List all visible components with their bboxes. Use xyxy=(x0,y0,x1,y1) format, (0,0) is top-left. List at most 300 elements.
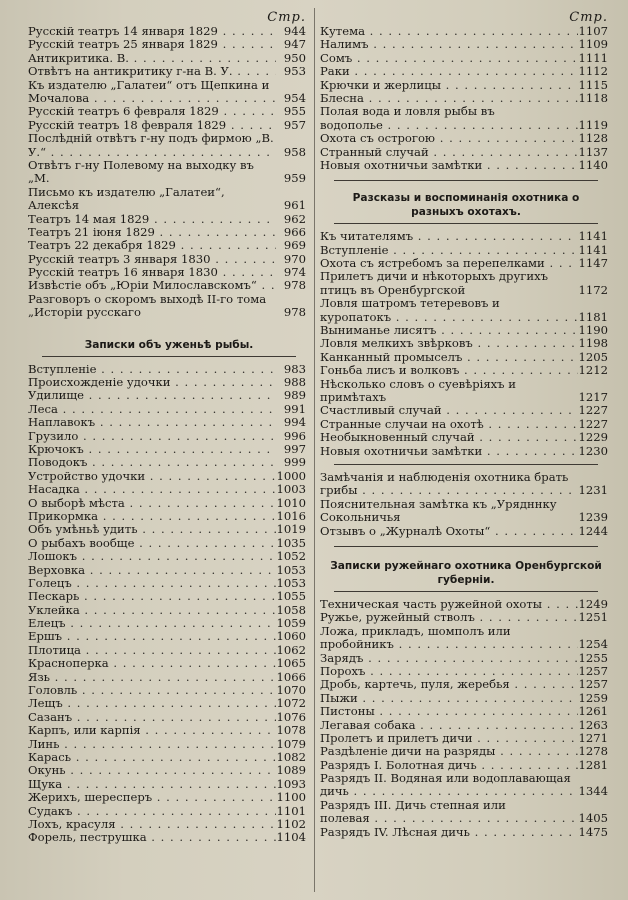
toc-entry-page: 1405 xyxy=(578,811,608,826)
toc-entry-page: 1137 xyxy=(578,145,608,159)
toc-entry-title: Окунь . . . xyxy=(28,764,276,777)
toc-entry-title: Лошокъ . . . xyxy=(28,550,276,563)
toc-entry-title: Русскій театръ 16 января 1830 . . . xyxy=(28,266,276,279)
toc-entry-title: Дробь, картечь, пуля, жеребья . . . xyxy=(320,678,578,691)
toc-entry-page: 1107 xyxy=(578,25,608,38)
toc-entry-title: Поводокъ . . . xyxy=(28,456,276,469)
toc-entry-page: 1000 xyxy=(276,469,306,483)
toc-entry xyxy=(28,239,310,252)
column-divider xyxy=(314,8,315,892)
toc-entry-page: 966 xyxy=(283,225,306,239)
toc-entry-title: Карпъ, или карпія . . . xyxy=(28,724,276,737)
toc-entry-title: Гоньба лисъ и волковъ . . . xyxy=(320,364,578,377)
toc-entry xyxy=(320,471,612,498)
toc-entry-page: 944 xyxy=(283,25,306,38)
toc-entry-page: 1093 xyxy=(276,777,306,791)
toc-entry-page: 947 xyxy=(283,38,306,52)
toc-entry xyxy=(28,363,310,376)
toc-entry xyxy=(28,510,310,523)
toc-entry-page: 1101 xyxy=(276,804,306,818)
toc-entry-title: Антикритика. В. . . . xyxy=(28,52,276,65)
toc-entry xyxy=(28,577,310,590)
toc-entry-title: Полая вода и ловля рыбы въ водополье . . . xyxy=(320,105,578,132)
toc-entry xyxy=(320,364,612,377)
toc-entry-title: Пистоны . . . xyxy=(320,705,578,718)
toc-entry xyxy=(28,550,310,563)
toc-entry xyxy=(28,159,310,186)
toc-entry-title: Театръ 21 іюня 1829 . . . xyxy=(28,226,276,239)
toc-entry-title: Форель, пеструшка . . . xyxy=(28,831,276,844)
toc-entry-title: Новыя охотничьи замѣтки . . . xyxy=(320,159,578,172)
toc-entry xyxy=(28,253,310,266)
toc-entry-title: Объ умѣньѣ удить . . . xyxy=(28,523,276,536)
toc-entry xyxy=(320,25,612,38)
toc-entry-title: Пескарь . . . xyxy=(28,590,276,603)
toc-entry-title: Ершъ . . . xyxy=(28,630,276,643)
toc-entry-title: Устройство удочки . . . xyxy=(28,470,276,483)
section-rule xyxy=(42,356,296,357)
toc-entry-title: Отзывъ о „Журналѣ Охоты“ . . . xyxy=(320,525,578,538)
toc-entry xyxy=(320,92,612,105)
toc-entry xyxy=(320,525,612,538)
toc-entry xyxy=(28,697,310,710)
toc-entry-title: Пыжи . . . xyxy=(320,692,578,705)
toc-entry-title: Охота съ ястребомъ за перепелками . . . xyxy=(320,257,578,270)
toc-entry-title: Порохъ . . . xyxy=(320,665,578,678)
toc-entry xyxy=(28,38,310,51)
toc-entry-title: Охота съ острогою . . . xyxy=(320,132,578,145)
toc-entry-page: 1212 xyxy=(578,364,608,378)
toc-entry xyxy=(28,791,310,804)
toc-entry xyxy=(28,818,310,831)
toc-entry xyxy=(320,611,612,624)
toc-entry-title: О рыбахъ вообще . . . xyxy=(28,537,276,550)
toc-entry-page: 1079 xyxy=(276,737,306,751)
toc-entry xyxy=(320,652,612,665)
toc-entry xyxy=(320,498,612,525)
toc-entry-page: 994 xyxy=(283,416,306,430)
toc-entry-title: Плотица . . . xyxy=(28,644,276,657)
toc-entry-page: 1082 xyxy=(276,751,306,764)
toc-entry xyxy=(28,293,310,320)
toc-entry-title: Странный случай . . . xyxy=(320,146,578,159)
toc-entry xyxy=(28,724,310,737)
toc-entry-page: 1344 xyxy=(578,784,608,799)
section-rule xyxy=(334,591,598,592)
toc-entry xyxy=(28,738,310,751)
toc-entry-page: 1104 xyxy=(276,831,306,845)
toc-entry-title: Верховка . . . xyxy=(28,564,276,577)
page-column-header-right: Стр. xyxy=(569,10,608,25)
toc-entry xyxy=(320,159,612,172)
toc-entry-title: Щука . . . xyxy=(28,778,276,791)
toc-entry-page: 1003 xyxy=(276,483,306,497)
toc-entry-page: 1278 xyxy=(578,745,608,759)
toc-entry xyxy=(28,590,310,603)
toc-entry-page: 1231 xyxy=(578,483,608,498)
toc-entry xyxy=(320,719,612,732)
toc-entry-page: 1053 xyxy=(276,576,306,590)
toc-entry-page: 1259 xyxy=(578,691,608,705)
toc-entry-page: 1052 xyxy=(276,550,306,564)
toc-entry xyxy=(28,443,310,456)
toc-entry-page: 970 xyxy=(283,252,306,266)
toc-entry-page: 1271 xyxy=(578,731,608,745)
toc-entry-title: Пояснительная замѣтка къ „Урядннку Сокольничья . . . xyxy=(320,498,578,525)
toc-entry xyxy=(320,378,612,405)
toc-entry xyxy=(320,324,612,337)
toc-entry-page: 1475 xyxy=(578,825,608,839)
toc-entry-page: 1065 xyxy=(276,657,306,671)
toc-entry-title: Къ читателямъ . . . xyxy=(320,230,578,243)
toc-entry xyxy=(28,831,310,844)
toc-entry-page: 1217 xyxy=(578,390,608,405)
toc-entry-page: 1016 xyxy=(276,509,306,523)
toc-entry-title: Русскій театръ 6 февраля 1829 . . . xyxy=(28,105,276,118)
toc-entry-title: Выниманье лисятъ . . . xyxy=(320,324,578,337)
toc-entry-page: 1249 xyxy=(578,597,608,611)
toc-entry xyxy=(320,38,612,51)
toc-entry-page: 988 xyxy=(283,376,306,390)
toc-entry-page: 1244 xyxy=(578,524,608,538)
toc-entry xyxy=(28,403,310,416)
toc-entry xyxy=(28,119,310,132)
toc-entry-page: 974 xyxy=(283,266,306,280)
toc-entry-page: 1128 xyxy=(578,132,608,146)
toc-entry-title: Ловля шатромъ тетеревовъ и куропатокъ . . . xyxy=(320,297,578,324)
toc-entry-page: 1112 xyxy=(578,65,608,79)
toc-entry-page: 1118 xyxy=(578,91,608,105)
toc-entry-page: 997 xyxy=(283,443,306,456)
toc-entry-page: 958 xyxy=(283,144,306,159)
toc-entry-page: 991 xyxy=(283,402,306,416)
toc-entry-title: Русскій театръ 25 января 1829 . . . xyxy=(28,38,276,51)
toc-entry-page: 1261 xyxy=(578,705,608,719)
toc-entry-title: Красноперка . . . xyxy=(28,657,276,670)
toc-entry xyxy=(28,470,310,483)
toc-entry-page: 1102 xyxy=(276,817,306,831)
toc-entry xyxy=(28,430,310,443)
toc-entry xyxy=(28,497,310,510)
toc-entry-title: Происхожденіе удочки . . . xyxy=(28,376,276,389)
toc-entry xyxy=(28,389,310,402)
toc-entry xyxy=(320,257,612,270)
toc-entry-page: 996 xyxy=(283,429,306,443)
toc-entry xyxy=(320,598,612,611)
toc-entry xyxy=(320,431,612,444)
toc-entry-page: 1111 xyxy=(578,51,608,65)
toc-entry-title: Прилетъ дичи и нѣкоторыхъ другихъ птицъ въ Оренбургской . . . xyxy=(320,270,578,297)
toc-entry xyxy=(28,483,310,496)
toc-entry-page: 1141 xyxy=(578,230,608,244)
section-title-hunting-stories: Разсказы и воспоминанія охотника о разныхъ охотахъ. xyxy=(352,192,580,219)
toc-entry xyxy=(320,52,612,65)
toc-entry xyxy=(28,805,310,818)
toc-entry-title: Лещъ . . . xyxy=(28,697,276,710)
toc-list-misc xyxy=(320,471,612,538)
toc-entry-page: 953 xyxy=(283,65,306,79)
section-rule xyxy=(334,223,598,224)
toc-entry xyxy=(320,65,612,78)
page-column-header: Стр. xyxy=(267,10,306,25)
toc-entry-title: Зарядъ . . . xyxy=(320,652,578,665)
toc-entry-page: 1140 xyxy=(578,158,608,172)
toc-entry xyxy=(28,279,310,292)
toc-entry-title: Письмо къ издателю „Галатеи“, Алексѣя . . . xyxy=(28,186,276,213)
section-title-rifle-hunter: Записки ружейнаго охотника Оренбургской губерніи. xyxy=(330,559,602,586)
toc-entry-title: Вступленіе . . . xyxy=(28,363,276,376)
toc-entry-page: 1251 xyxy=(578,611,608,625)
toc-entry xyxy=(320,732,612,745)
toc-entry-page: 1141 xyxy=(578,243,608,257)
toc-entry-title: Прикормка . . . xyxy=(28,510,276,523)
toc-entry xyxy=(320,692,612,705)
toc-entry-title: Русскій театръ 18 февраля 1829 . . . xyxy=(28,119,276,132)
toc-entry-page: 1147 xyxy=(578,257,608,271)
toc-entry-page: 1198 xyxy=(578,337,608,351)
toc-entry xyxy=(320,105,612,132)
toc-entry-page: 1257 xyxy=(578,664,608,678)
toc-list-hunting-stories xyxy=(320,230,612,458)
toc-entry xyxy=(28,186,310,213)
toc-entry-page: 1078 xyxy=(276,724,306,738)
toc-entry-page: 999 xyxy=(283,456,306,470)
toc-entry-title: Уклейка . . . xyxy=(28,604,276,617)
toc-entry-title: Блесна . . . xyxy=(320,92,578,105)
toc-entry-title: Отвѣтъ г-ну Полевому на выходку въ „М. . . . xyxy=(28,159,276,186)
toc-entry-page: 1035 xyxy=(276,536,306,550)
toc-entry-page: 1227 xyxy=(578,417,608,431)
toc-entry xyxy=(28,671,310,684)
toc-entry xyxy=(320,665,612,678)
toc-entry-title: Нѣсколько словъ о суевѣріяхъ и примѣтахъ . . . xyxy=(320,378,578,405)
toc-list-fishing xyxy=(28,363,310,845)
toc-entry-title: Язь . . . xyxy=(28,671,276,684)
toc-entry xyxy=(28,79,310,106)
toc-entry-title: Къ издателю „Галатеи“ отъ Щепкина и Мочалова . . . xyxy=(28,79,276,106)
toc-entry xyxy=(28,604,310,617)
toc-entry-page: 1172 xyxy=(578,282,608,297)
toc-entry-title: Вступленіе . . . xyxy=(320,244,578,257)
toc-entry-title: Разрядъ II. Водяная или водоплавающая дичь . . . xyxy=(320,772,578,799)
toc-entry xyxy=(320,297,612,324)
toc-entry xyxy=(28,65,310,78)
toc-entry-title: Раздѣленіе дичи на разряды . . . xyxy=(320,745,578,758)
toc-entry-title: Русскій театръ 3 января 1830 . . . xyxy=(28,253,276,266)
toc-entry xyxy=(320,270,612,297)
toc-entry-page: 1239 xyxy=(578,510,608,525)
toc-entry xyxy=(320,625,612,652)
toc-entry-title: Сазанъ . . . xyxy=(28,711,276,724)
toc-entry-title: Извѣстіе объ „Юріи Милославскомъ“ . . . xyxy=(28,279,276,292)
toc-entry-title: Кутема . . . xyxy=(320,25,578,38)
toc-entry-page: 1227 xyxy=(578,404,608,418)
toc-entry xyxy=(28,456,310,469)
toc-entry-title: Лохъ, красуля . . . xyxy=(28,818,276,831)
toc-entry-title: Канканный промыселъ . . . xyxy=(320,351,578,364)
section-title-fishing: Записки объ уженьѣ рыбы. xyxy=(84,338,254,351)
toc-entry-title: Грузило . . . xyxy=(28,430,276,443)
toc-entry-title: Карась . . . xyxy=(28,751,276,764)
toc-entry-title: Необыкновенный случай . . . xyxy=(320,431,578,444)
toc-entry xyxy=(28,751,310,764)
toc-entry xyxy=(320,337,612,350)
toc-entry-title: Ружье, ружейный стволъ . . . xyxy=(320,611,578,624)
toc-entry xyxy=(320,772,612,799)
toc-entry-page: 957 xyxy=(283,118,306,132)
toc-entry xyxy=(320,146,612,159)
toc-entry xyxy=(320,244,612,257)
toc-entry xyxy=(320,799,612,826)
toc-entry-page: 1060 xyxy=(276,630,306,644)
toc-entry-title: Отвѣтъ на антикритику г-на В. У. . . . xyxy=(28,65,276,78)
toc-entry xyxy=(320,705,612,718)
toc-entry-title: Елецъ . . . xyxy=(28,617,276,630)
toc-entry-page: 1089 xyxy=(276,764,306,778)
toc-entry-title: Наплавокъ . . . xyxy=(28,416,276,429)
toc-entry-title: Ложа, прикладъ, шомполъ или пробойникъ . . . xyxy=(320,625,578,652)
toc-entry-page: 1181 xyxy=(578,309,608,324)
toc-entry-title: Налимъ . . . xyxy=(320,38,578,51)
toc-entry-page: 1062 xyxy=(276,643,306,657)
toc-entry-page: 1229 xyxy=(578,431,608,445)
toc-entry-title: Театръ 22 декабря 1829 . . . xyxy=(28,239,276,252)
toc-entry-title: О выборѣ мѣста . . . xyxy=(28,497,276,510)
toc-entry xyxy=(320,132,612,145)
toc-entry-page: 1109 xyxy=(578,38,608,52)
toc-entry-title: Разрядъ III. Дичь степная или полевая . . . xyxy=(320,799,578,826)
toc-entry-page: 983 xyxy=(283,362,306,376)
toc-entry-title: Удилище . . . xyxy=(28,389,276,402)
toc-entry xyxy=(320,759,612,772)
toc-entry xyxy=(320,230,612,243)
toc-entry xyxy=(28,105,310,118)
toc-entry-page: 962 xyxy=(283,212,306,226)
toc-entry-page: 954 xyxy=(283,90,306,105)
toc-entry-title: Крючокъ . . . xyxy=(28,443,276,456)
toc-entry xyxy=(28,213,310,226)
toc-entry-page: 1263 xyxy=(578,718,608,732)
toc-entry-title: Крючки и жерлицы . . . xyxy=(320,79,578,92)
toc-entry xyxy=(28,132,310,159)
toc-entry-title: Новыя охотничьи замѣтки . . . xyxy=(320,445,578,458)
toc-entry-page: 978 xyxy=(283,305,306,320)
toc-entry-title: Линь . . . xyxy=(28,738,276,751)
toc-entry-title: Легавая собака . . . xyxy=(320,719,578,732)
toc-entry-page: 1100 xyxy=(276,791,306,805)
toc-entry xyxy=(28,416,310,429)
toc-entry xyxy=(320,351,612,364)
toc-entry xyxy=(28,52,310,65)
toc-entry-title: Послѣдній отвѣтъ г-ну подъ фирмою „В. У.“ . . . xyxy=(28,132,276,159)
toc-entry xyxy=(28,644,310,657)
toc-entry-page: 989 xyxy=(283,389,306,403)
toc-entry xyxy=(28,25,310,38)
toc-entry xyxy=(28,266,310,279)
toc-entry-page: 1115 xyxy=(578,78,608,92)
toc-entry-page: 959 xyxy=(283,171,306,186)
toc-entry xyxy=(320,826,612,839)
toc-entry-page: 1281 xyxy=(578,758,608,772)
toc-entry-page: 961 xyxy=(283,198,306,213)
toc-entry-title: Техническая часть ружейной охоты . . . xyxy=(320,598,578,611)
toc-entry xyxy=(320,745,612,758)
toc-entry xyxy=(28,657,310,670)
toc-entry-title: Пролетъ и прилетъ дичи . . . xyxy=(320,732,578,745)
toc-entry-title: Замѣчанія и наблюденія охотника брать грибы . . . xyxy=(320,471,578,498)
toc-entry-page: 1010 xyxy=(276,496,306,510)
toc-entry-page: 1070 xyxy=(276,684,306,698)
toc-entry xyxy=(28,537,310,550)
toc-entry-page: 1072 xyxy=(276,697,306,711)
toc-entry-title: Счастливый случай . . . xyxy=(320,404,578,417)
toc-entry-page: 1205 xyxy=(578,350,608,364)
toc-entry-title: Разговоръ о скоромъ выходѣ II-го тома „Исторіи русскаго . . . xyxy=(28,293,276,320)
toc-entry xyxy=(320,79,612,92)
toc-entry-title: Судакъ . . . xyxy=(28,805,276,818)
toc-entry-page: 950 xyxy=(283,51,306,65)
toc-entry xyxy=(28,226,310,239)
toc-entry-page: 1059 xyxy=(276,617,306,631)
toc-entry-title: Русскій театръ 14 января 1829 . . . xyxy=(28,25,276,38)
toc-entry xyxy=(28,764,310,777)
toc-entry-page: 1254 xyxy=(578,637,608,652)
toc-entry-title: Насадка . . . xyxy=(28,483,276,496)
toc-entry-page: 978 xyxy=(283,279,306,293)
toc-entry-title: Леса . . . xyxy=(28,403,276,416)
toc-entry-title: Головль . . . xyxy=(28,684,276,697)
toc-entry-page: 1255 xyxy=(578,651,608,665)
right-column xyxy=(320,0,612,900)
toc-entry-page: 1119 xyxy=(578,117,608,132)
toc-entry xyxy=(28,564,310,577)
toc-entry xyxy=(28,523,310,536)
toc-entry-title: Сомъ . . . xyxy=(320,52,578,65)
toc-entry-page: 1230 xyxy=(578,444,608,458)
left-column xyxy=(28,0,310,900)
toc-entry-title: Ловля мелкихъ звѣрковъ . . . xyxy=(320,337,578,350)
toc-entry-title: Голецъ . . . xyxy=(28,577,276,590)
toc-entry-page: 969 xyxy=(283,239,306,253)
toc-entry xyxy=(320,678,612,691)
toc-list-theatre xyxy=(28,25,310,320)
section-rule xyxy=(334,546,598,547)
toc-entry-page: 1019 xyxy=(276,523,306,537)
toc-entry-page: 1076 xyxy=(276,710,306,724)
toc-entry xyxy=(28,711,310,724)
toc-entry-page: 1190 xyxy=(578,324,608,338)
toc-entry-title: Раки . . . xyxy=(320,65,578,78)
toc-entry-title: Жерихъ, шересперъ . . . xyxy=(28,791,276,804)
toc-list-rifle-hunter xyxy=(320,598,612,839)
toc-list-fishing-cont xyxy=(320,25,612,172)
toc-entry-page: 1058 xyxy=(276,603,306,617)
toc-entry-title: Театръ 14 мая 1829 . . . xyxy=(28,213,276,226)
toc-entry xyxy=(28,778,310,791)
toc-entry-title: Разрядъ I. Болотная дичь . . . xyxy=(320,759,578,772)
toc-entry xyxy=(320,404,612,417)
toc-entry-title: Разрядъ IV. Лѣсная дичь . . . xyxy=(320,826,578,839)
section-rule xyxy=(334,464,598,465)
toc-entry-page: 1053 xyxy=(276,563,306,577)
toc-entry-page: 1066 xyxy=(276,670,306,684)
toc-entry-page: 1055 xyxy=(276,590,306,604)
toc-entry xyxy=(28,617,310,630)
toc-entry xyxy=(28,630,310,643)
toc-entry-page: 955 xyxy=(283,105,306,119)
toc-entry xyxy=(320,418,612,431)
toc-entry xyxy=(28,684,310,697)
